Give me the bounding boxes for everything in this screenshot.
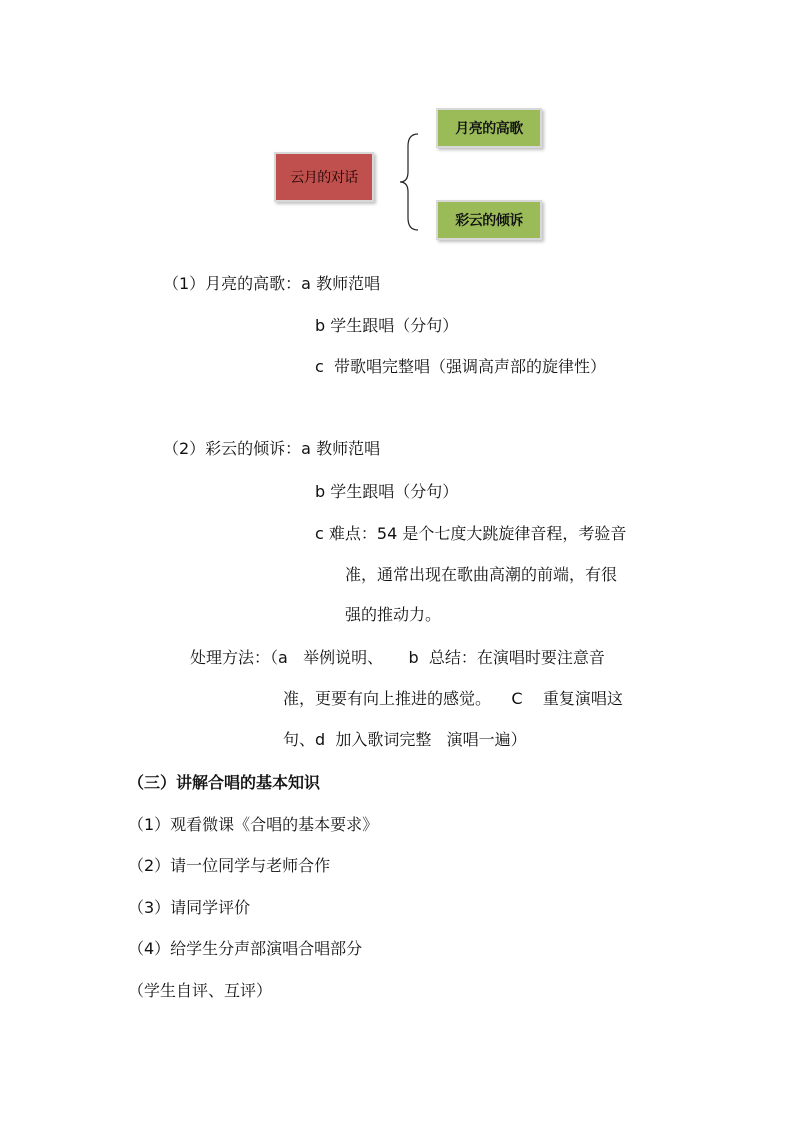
cloud-step-c-line2: 准，通常出现在歌曲高潮的前端，有很 xyxy=(345,565,618,584)
diagram-branch-top-label: 月亮的高歌 xyxy=(455,121,523,137)
diagram-brace xyxy=(398,132,420,232)
cloud-step-c-line3: 强的推动力。 xyxy=(345,605,442,624)
moon-title: （1）月亮的高歌：a 教师范唱 xyxy=(163,274,381,293)
section-three-item-5: （学生自评、互评） xyxy=(128,981,273,1000)
method-line2: 准，更要有向上推进的感觉。 C 重复演唱这 xyxy=(283,689,623,708)
section-three-item-2: （2）请一位同学与老师合作 xyxy=(128,856,331,875)
diagram-branch-bottom-label: 彩云的倾诉 xyxy=(455,213,523,229)
method-line1: 处理方法：（a 举例说明、 b 总结：在演唱时要注意音 xyxy=(190,648,605,667)
moon-step-c: c 带歌唱完整唱（强调高声部的旋律性） xyxy=(315,357,606,376)
section-three-heading: （三）讲解合唱的基本知识 xyxy=(128,773,321,792)
diagram-root-box xyxy=(274,152,374,202)
section-three-item-3: （3）请同学评价 xyxy=(128,898,251,917)
cloud-title: （2）彩云的倾诉：a 教师范唱 xyxy=(163,439,381,458)
diagram-root-label: 云月的对话 xyxy=(290,170,358,186)
cloud-step-c-line1: c 难点：54 是个七度大跳旋律音程，考验音 xyxy=(315,524,627,543)
section-three-item-1: （1）观看微课《合唱的基本要求》 xyxy=(128,815,379,834)
section-three-item-4: （4）给学生分声部演唱合唱部分 xyxy=(128,939,363,958)
diagram-branch-top-box xyxy=(436,108,542,148)
cloud-step-b: b 学生跟唱（分句） xyxy=(315,482,459,501)
diagram-branch-bottom-box xyxy=(436,200,542,240)
moon-step-b: b 学生跟唱（分句） xyxy=(315,316,459,335)
method-line3: 句、d 加入歌词完整 演唱一遍） xyxy=(283,730,527,749)
